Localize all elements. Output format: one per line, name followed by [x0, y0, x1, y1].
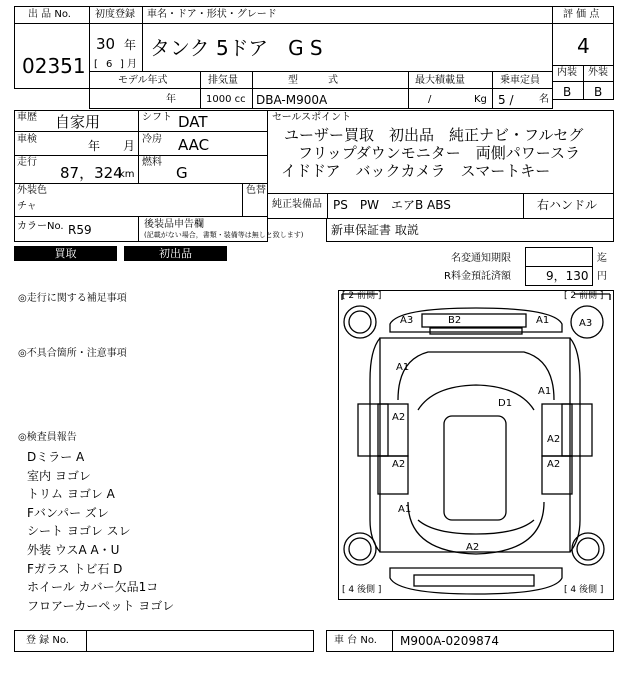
max-load-sep: /: [428, 94, 432, 105]
transfer-box: [525, 247, 593, 267]
inspector-label: ◎検査員報告: [18, 432, 77, 443]
corner-label: [ 2 前側 ]: [342, 291, 382, 301]
buyback-tag: 買取: [14, 246, 117, 261]
interior-label: 内装: [557, 67, 577, 78]
sales-line: ユーザー買取 初出品 純正ナビ・フルセグ: [284, 126, 584, 144]
transfer-unit: 迄: [597, 253, 607, 264]
month-close: ]: [120, 59, 124, 70]
score-label: 評 価 点: [563, 9, 600, 20]
first-reg-label: 初度登録: [95, 9, 135, 20]
ext-color-label: 外装色: [17, 185, 47, 196]
inspector-line: フロアーカーペット ヨゴレ: [27, 598, 175, 613]
type: DBA-M900A: [256, 93, 328, 107]
corner-label: [ 4 後側 ]: [342, 585, 382, 595]
first-reg-month: 6: [106, 59, 113, 70]
inspector-line: トリム ヨゴレ A: [27, 487, 115, 502]
aftermarket-label: 後装品申告欄: [144, 219, 204, 230]
ext-color-box: [14, 183, 268, 217]
chassis-label: 車 台 No.: [334, 635, 377, 646]
model-year-label: モデル年式: [118, 75, 168, 86]
sales-lines: [267, 126, 614, 180]
damage-mark: A2: [547, 459, 561, 470]
month-unit: 月: [127, 59, 137, 70]
shift-label: シフト: [142, 112, 172, 123]
max-load-unit: Kg: [474, 94, 487, 105]
warranty: 新車保証書 取説: [331, 223, 419, 237]
exterior-grade: B: [594, 85, 603, 99]
exterior-label: 外装: [588, 67, 608, 78]
year-unit: 年: [124, 38, 137, 52]
capacity: 5 /: [498, 93, 514, 107]
damage-mark: A2: [392, 412, 406, 423]
inspector-line: Dミラー A: [27, 450, 85, 464]
history: 自家用: [55, 113, 101, 131]
sales-line: イドドア バックカメラ スマートキー: [281, 162, 551, 180]
damage-mark: B2: [448, 315, 462, 326]
capacity-label: 乗車定員: [500, 75, 540, 86]
running-notes-label: ◎走行に関する補足事項: [18, 293, 127, 304]
score: 4: [577, 34, 590, 58]
first-listing-tag: 初出品: [124, 246, 227, 261]
aircon-label: 冷房: [142, 134, 162, 145]
mileage: 87，324: [60, 164, 123, 182]
damage-mark: A1: [396, 362, 410, 373]
inspector-line: 外装 ウスA A・U: [27, 542, 120, 557]
defects-label: ◎不具合箇所・注意事項: [18, 348, 127, 359]
damage-mark: A2: [392, 459, 406, 470]
inspector-line: Fガラス トビ石 D: [27, 561, 123, 576]
capacity-unit: 名: [539, 94, 549, 105]
damage-mark: A1: [398, 504, 412, 515]
color-no: R59: [68, 223, 92, 237]
steering: 右ハンドル: [537, 198, 598, 212]
shift: DAT: [178, 113, 208, 131]
car-name: タンク 5ドア G S: [150, 36, 323, 60]
recycle-label: R料金預託済額: [444, 271, 511, 282]
displacement: 1000 cc: [206, 94, 246, 105]
displacement-label: 排気量: [208, 75, 238, 86]
corner-label: [ 2 前側 ]: [564, 291, 604, 301]
damage-mark: A1: [538, 386, 552, 397]
inspection-month: 月: [123, 139, 136, 153]
month-open: [: [94, 59, 98, 70]
inspector-line: Fバンパー ズレ: [27, 505, 109, 520]
color-change-label: 色替: [246, 185, 266, 196]
corner-label: [ 4 後側 ]: [564, 585, 604, 595]
details-box: [14, 110, 268, 184]
fuel-label: 燃料: [142, 157, 162, 168]
reg-no-label: 登 録 No.: [26, 635, 69, 646]
damage-mark: A3: [579, 318, 593, 329]
transfer-label: 名変通知期限: [451, 253, 511, 264]
car-name-label: 車名・ドア・形状・グレード: [147, 9, 277, 20]
sales-line: フリップダウンモニター 両側パワースラ: [298, 144, 581, 162]
inspector-line: シート ヨゴレ スレ: [27, 524, 131, 539]
interior-grade: B: [563, 85, 572, 99]
lot-no: 02351: [22, 54, 86, 78]
damage-mark: A1: [536, 315, 550, 326]
inspector-report: [27, 448, 174, 615]
ext-color: チャ: [17, 201, 37, 212]
inspector-line: 室内 ヨゴレ: [27, 468, 91, 483]
first-reg-year: 30: [96, 35, 116, 53]
mileage-unit: km: [119, 169, 135, 180]
inspector-line: ホイール カバー欠品1コ: [27, 580, 159, 595]
aftermarket-note: (記載がない場合，書類・装備等は無しと致します): [144, 231, 304, 239]
damage-mark: D1: [498, 398, 513, 409]
color-no-label: カラーNo.: [17, 221, 64, 232]
damage-mark: A2: [547, 434, 561, 445]
equip-label: 純正装備品: [272, 199, 322, 210]
chassis-no: M900A-0209874: [400, 634, 499, 648]
sales-label: セールスポイント: [272, 112, 352, 123]
max-load-label: 最大積載量: [415, 75, 465, 86]
recycle-amount: 9，130: [546, 269, 589, 283]
damage-mark: A2: [466, 542, 480, 553]
model-year-unit: 年: [166, 94, 176, 105]
aircon: AAC: [178, 136, 210, 154]
car-diagram: [338, 290, 614, 600]
inspection-label: 車検: [17, 134, 37, 145]
recycle-unit: 円: [597, 271, 607, 282]
fuel: G: [176, 164, 188, 182]
lot-no-label: 出 品 No.: [28, 9, 71, 20]
inspection-year: 年: [88, 139, 101, 153]
equip: PS PW エアB ABS: [333, 198, 451, 212]
type-label: 型 式: [288, 75, 338, 86]
history-label: 車歴: [17, 112, 37, 123]
mileage-label: 走行: [17, 157, 37, 168]
damage-mark: A3: [400, 315, 414, 326]
